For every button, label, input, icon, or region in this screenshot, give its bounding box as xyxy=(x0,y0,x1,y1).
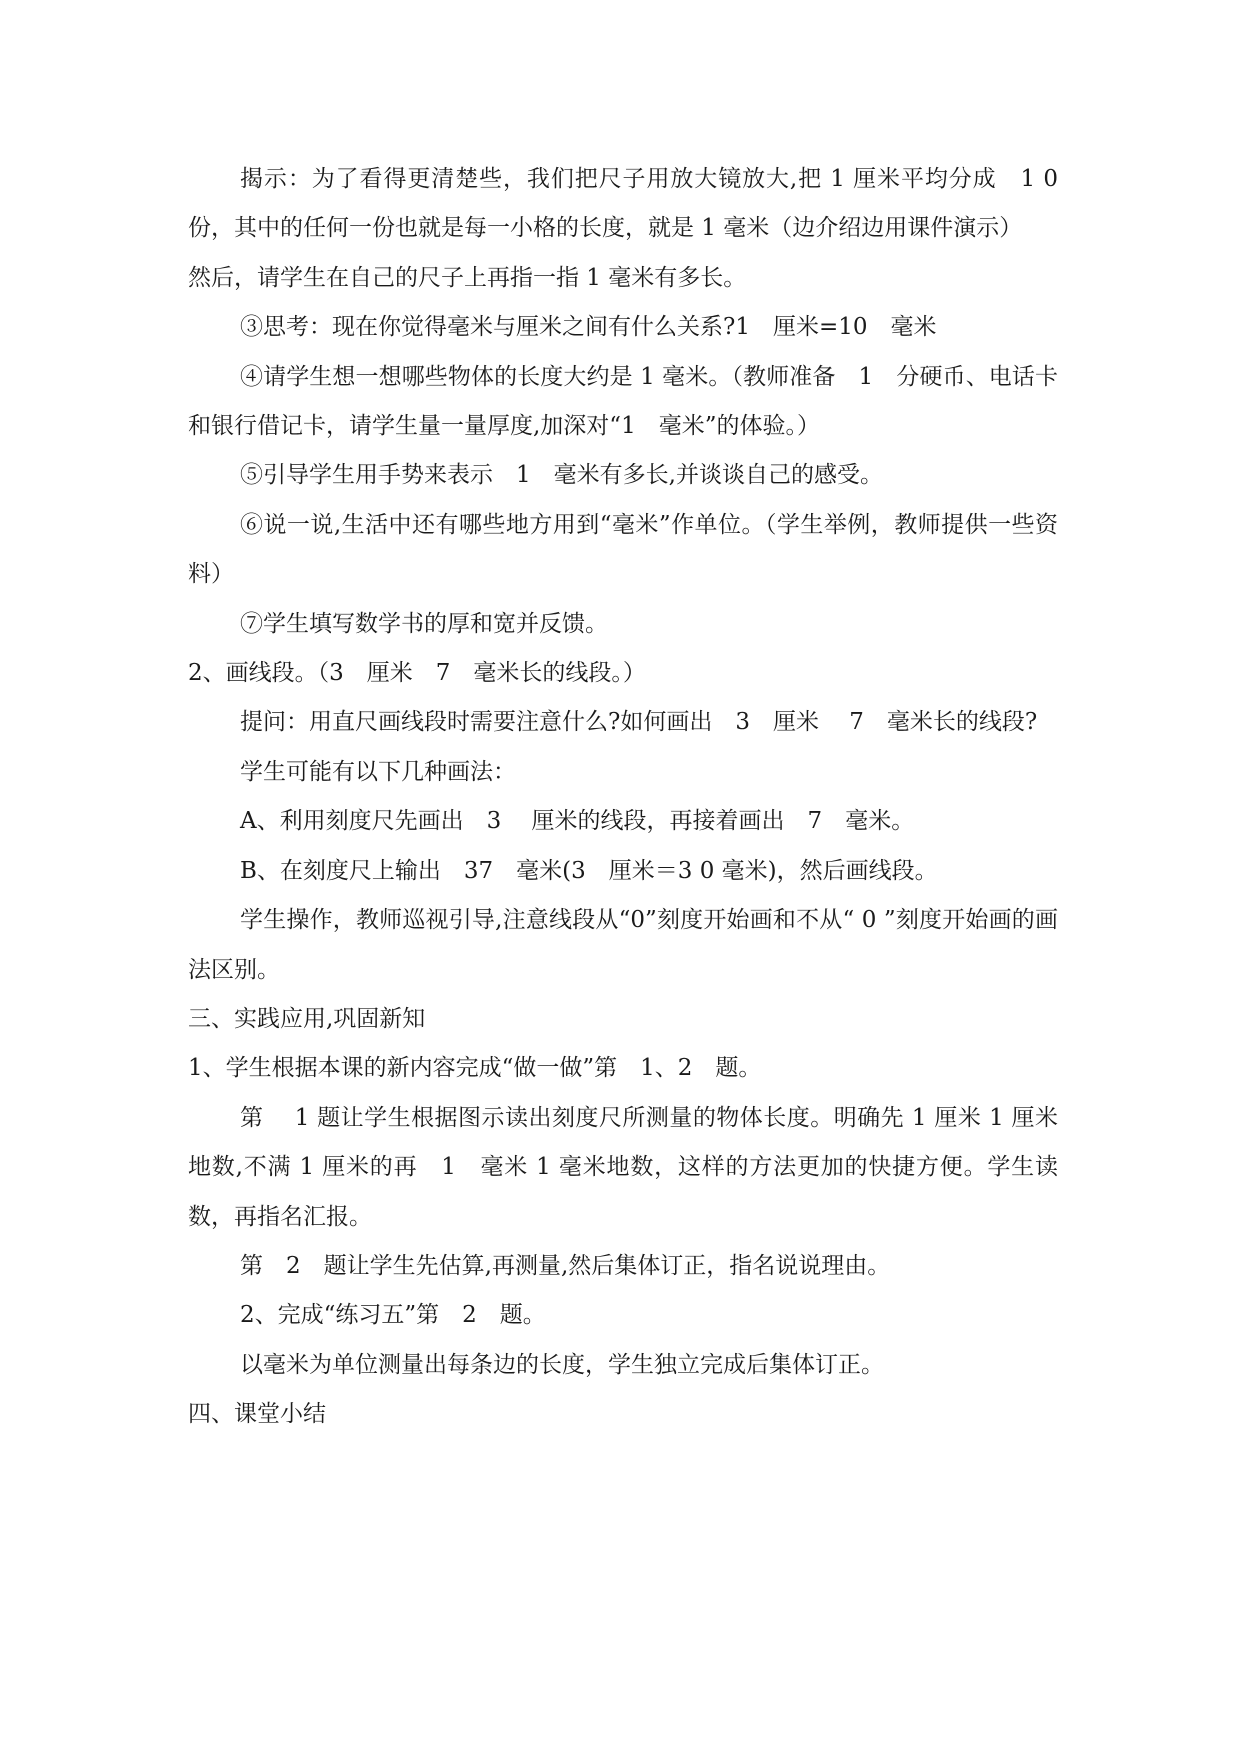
paragraph-methods-intro: 学生可能有以下几种画法： xyxy=(240,758,516,785)
paragraph-book-size: ⑦学生填写数学书的厚和宽并反馈。 xyxy=(240,610,608,637)
document-body xyxy=(188,155,1081,1440)
paragraph-student-operate: 学生操作，教师巡视引导,注意线段从“0”刻度开始画和不从“ 0 ”刻度开始画的画法区别。 xyxy=(188,907,1058,983)
paragraph-reveal: 揭示：为了看得更清楚些，我们把尺子用放大镜放大,把 1 厘米平均分成 1 0 份，其中的任何一份也就是每一小格的长度，就是 1 毫米（边介绍边用课件演示） xyxy=(188,166,1081,242)
paragraph-method-b: B、在刻度尺上输出 37 毫米(3 厘米＝3 0 毫米)，然后画线段。 xyxy=(240,857,938,884)
paragraph-then: 然后，请学生在自己的尺子上再指一指 1 毫米有多长。 xyxy=(188,264,747,291)
section-do-it: 1、学生根据本课的新内容完成“做一做”第 1、2 题。 xyxy=(188,1055,762,1082)
paragraph-objects: ④请学生想一想哪些物体的长度大约是 1 毫米。（教师准备 1 分硬币、电话卡和银行借记卡，请学生量一量厚度,加深对“1 毫米”的体验。） xyxy=(188,363,1058,440)
section-draw-line: 2、画线段。（3 厘米 7 毫米长的线段。） xyxy=(188,660,646,687)
paragraph-method-a: A、利用刻度尺先画出 3 厘米的线段，再接着画出 7 毫米。 xyxy=(240,808,915,835)
paragraph-question: 提问：用直尺画线段时需要注意什么?如何画出 3 厘米 7 毫米长的线段? xyxy=(240,709,1038,736)
paragraph-question-1: 第 1 题让学生根据图示读出刻度尺所测量的物体长度。明确先 1 厘米 1 厘米地数,不满 1 厘米的再 1 毫米 1 毫米地数，这样的方法更加的快捷方便。学生读数，再指名汇报。 xyxy=(188,1104,1058,1230)
heading-summary: 四、课堂小结 xyxy=(188,1401,326,1428)
paragraph-question-2: 第 2 题让学生先估算,再测量,然后集体订正，指名说说理由。 xyxy=(240,1252,891,1279)
heading-practice: 三、实践应用,巩固新知 xyxy=(188,1005,426,1032)
paragraph-measure-edges: 以毫米为单位测量出每条边的长度，学生独立完成后集体订正。 xyxy=(240,1351,884,1378)
paragraph-exercise-5: 2、完成“练习五”第 2 题。 xyxy=(240,1302,546,1329)
paragraph-think: ③思考：现在你觉得毫米与厘米之间有什么关系?1 厘米=10 毫米 xyxy=(240,314,937,341)
paragraph-gesture: ⑤引导学生用手势来表示 1 毫米有多长,并谈谈自己的感受。 xyxy=(240,462,883,489)
paragraph-life-examples: ⑥说一说,生活中还有哪些地方用到“毫米”作单位。（学生举例，教师提供一些资料） xyxy=(188,511,1058,588)
